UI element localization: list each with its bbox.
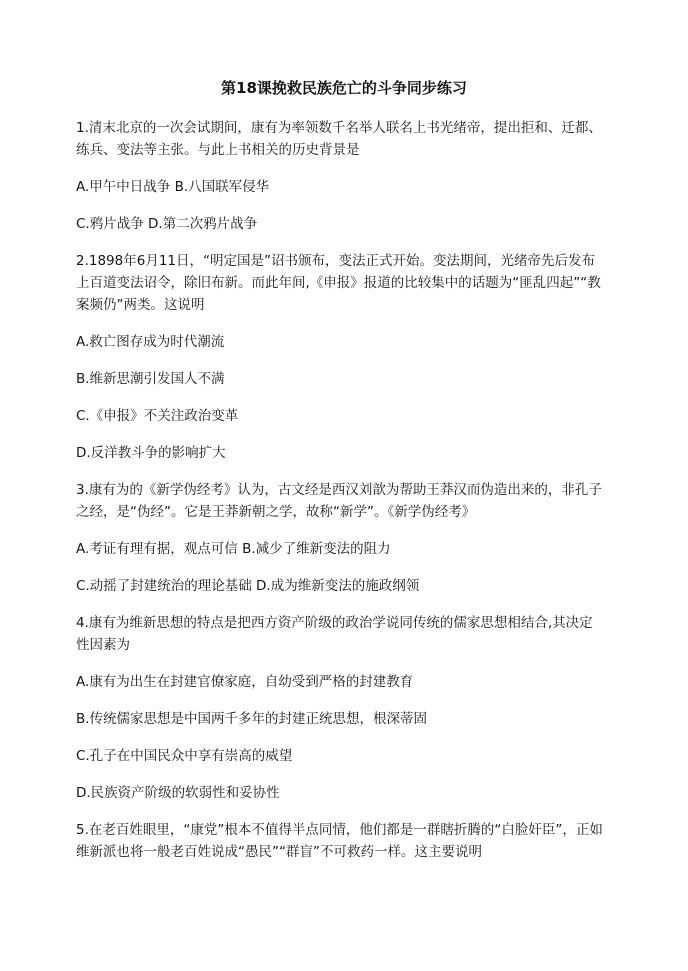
page-title: 第18课挽救民族危亡的斗争同步练习: [221, 79, 467, 97]
q3-stem-line-1: 3.康有为的《新学伪经考》认为，古文经是西汉刘歆为帮助王莽汉而伪造出来的，非孔子: [76, 482, 602, 498]
q2-stem-line-3: 案频仍”两类。这说明: [76, 297, 205, 313]
q2-option-c: C.《申报》不关注政治变革: [76, 408, 239, 424]
q4-stem-line-2: 性因素为: [76, 637, 130, 653]
q2-stem-line-1: 2.1898年6月11日，“明定国是”诏书颁布，变法正式开始。变法期间，光绪帝先后发布: [76, 253, 595, 269]
q4-option-a: A.康有为出生在封建官僚家庭，自幼受到严格的封建教育: [76, 674, 414, 690]
q1-options-ab: A.甲午中日战争 B.八国联军侵华: [76, 179, 270, 195]
q5-stem-line-1: 5.在老百姓眼里，“康党”根本不值得半点同情，他们都是一群瞎折腾的“白脸奸臣”，正如: [76, 822, 603, 838]
q4-stem-line-1: 4.康有为维新思想的特点是把西方资产阶级的政治学说同传统的儒家思想相结合,其决定: [76, 615, 593, 631]
q4-option-b: B.传统儒家思想是中国两千多年的封建正统思想，根深蒂固: [76, 711, 428, 727]
q3-options-cd: C.动摇了封建统治的理论基础 D.成为维新变法的施政纲领: [76, 578, 420, 594]
q3-options-ab: A.考证有理有据，观点可信 B.减少了维新变法的阻力: [76, 541, 391, 557]
q2-option-d: D.反洋教斗争的影响扩大: [76, 445, 226, 461]
q1-stem-line-2: 练兵、变法等主张。与此上书相关的历史背景是: [76, 142, 360, 158]
q1-options-cd: C.鸦片战争 D.第二次鸦片战争: [76, 216, 258, 232]
q2-stem-line-2: 上百道变法诏令，除旧布新。而此年间,《申报》报道的比较集中的话题为“匪乱四起”“教: [76, 275, 601, 291]
q3-stem-line-2: 之经，是“伪经”。它是王莽新朝之学，故称“新学”。《新学伪经考》: [76, 504, 476, 520]
q4-option-c: C.孔子在中国民众中享有崇高的威望: [76, 748, 293, 764]
q4-option-d: D.民族资产阶级的软弱性和妥协性: [76, 785, 280, 801]
q2-option-b: B.维新思潮引发国人不满: [76, 371, 225, 387]
q2-option-a: A.救亡图存成为时代潮流: [76, 334, 225, 350]
q1-stem-line-1: 1.清末北京的一次会试期间，康有为率领数千名举人联名上书光绪帝，提出拒和、迁都、: [76, 120, 602, 136]
q5-stem-line-2: 维新派也将一般老百姓说成“愚民”“群盲”不可救药一样。这主要说明: [76, 844, 482, 860]
